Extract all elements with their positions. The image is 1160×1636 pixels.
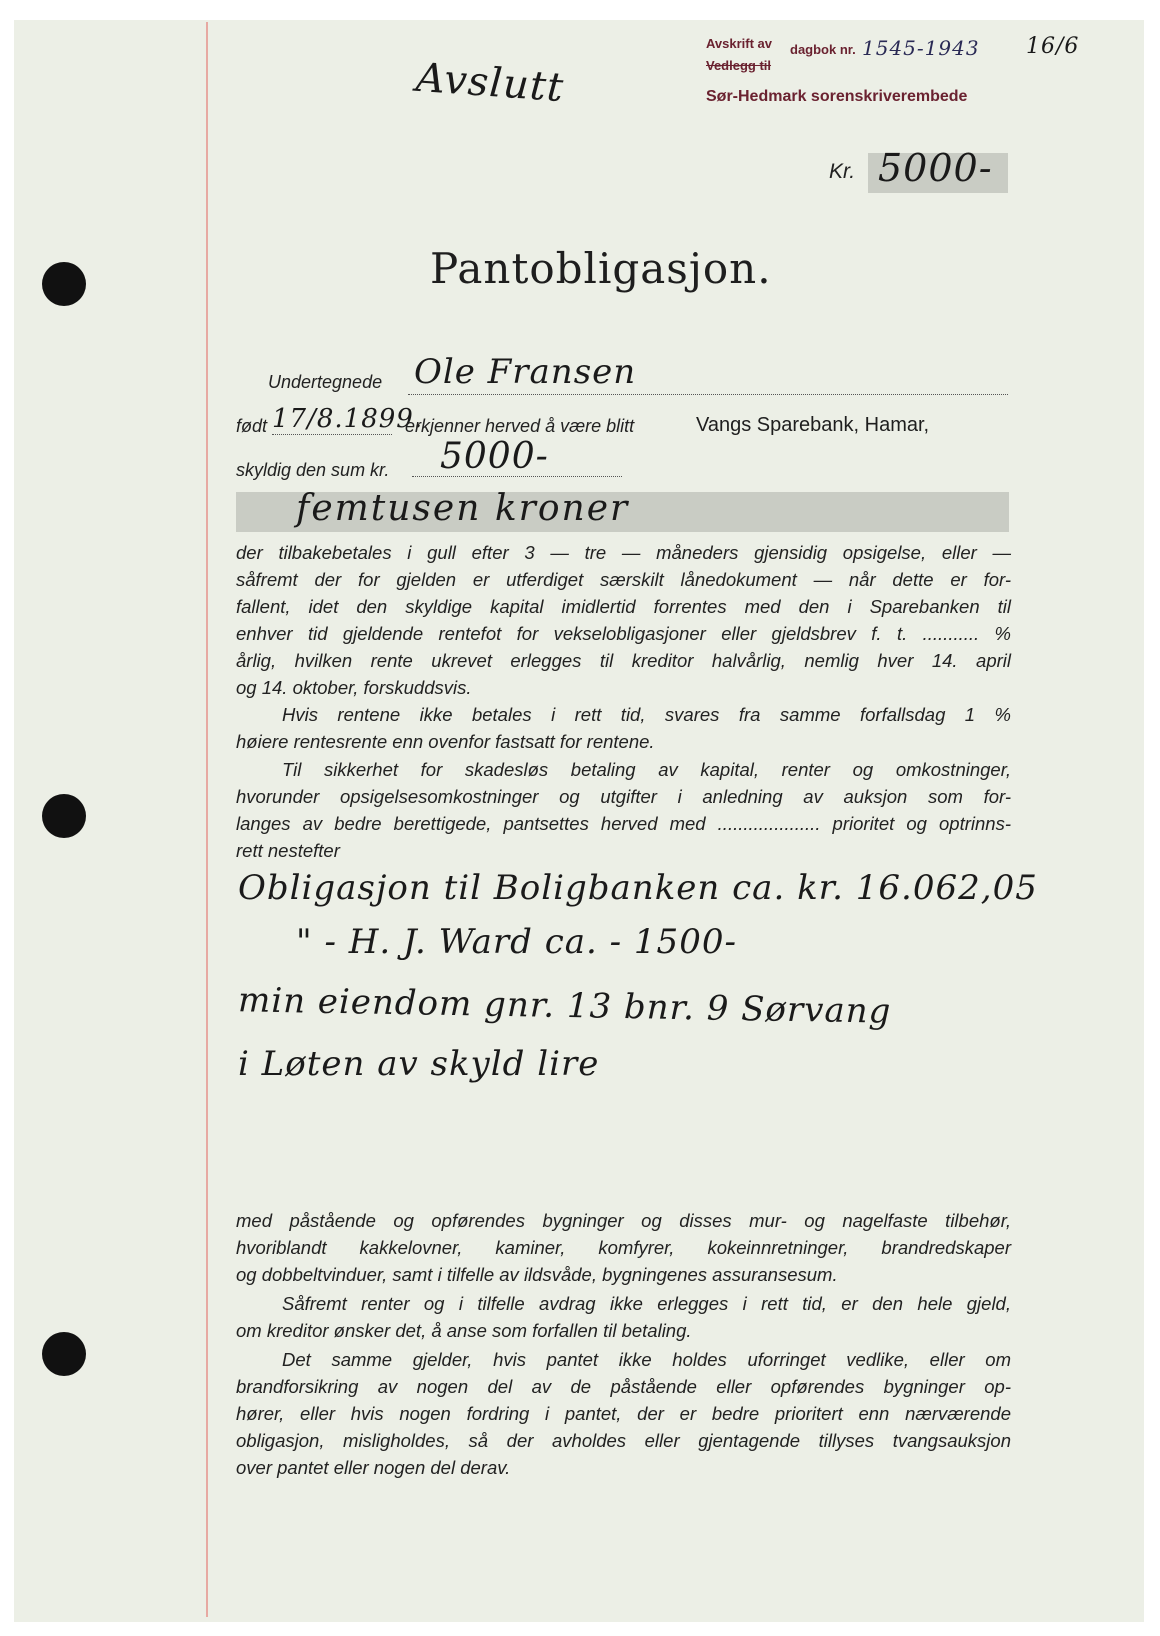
stamp-vedlegg: Vedlegg til — [706, 58, 772, 73]
bank-name: Vangs Sparebank, Hamar, — [696, 414, 930, 436]
scan-border-left — [0, 0, 14, 1636]
paragraph1-line: og 14. oktober, forskuddsvis. — [236, 677, 472, 698]
scan-border-top — [0, 0, 1160, 20]
paragraph1-line: fallent, idet den skyldige kapital imidlertid forrentes med den i Sparebanken til — [236, 596, 1011, 617]
fodt-line — [272, 434, 392, 435]
paragraph3-line: rett nestefter — [236, 840, 340, 861]
amount-words: femtusen kroner — [296, 488, 630, 529]
red-margin-line — [206, 22, 208, 1617]
paragraph6-line: brandforsikring av nogen del av de påstående eller opførendes bygninger op- — [236, 1376, 1011, 1397]
paragraph5-line: Såfremt renter og i tilfelle avdrag ikke erlegges i rett tid, er den hele gjeld, — [282, 1293, 1011, 1314]
paragraph3-line: langes av bedre berettigede, pantsettes herved med .................... prioritet og optrinns- — [236, 813, 1011, 834]
undertegnede-line — [408, 394, 1008, 395]
paragraph6-line: over pantet eller nogen del derav. — [236, 1457, 511, 1478]
fodt-label: født — [236, 416, 268, 436]
undertegnede-label: Undertegnede — [268, 372, 383, 392]
fodt-date: 17/8.1899. — [272, 404, 424, 434]
stamp-number: 1545-1943 — [862, 36, 980, 60]
scan-border-bottom — [0, 1622, 1160, 1636]
paragraph1-line: der tilbakebetales i gull efter 3 — tre — måneders gjensidig opsigelse, eller — — [236, 542, 1011, 563]
punch-hole-middle — [42, 794, 86, 838]
scan-border-right — [1144, 0, 1160, 1636]
stamp-dagbok: dagbok nr. — [790, 42, 856, 57]
skyldig-amount: 5000- — [440, 436, 549, 477]
undertegnede-name: Ole Fransen — [414, 352, 637, 392]
paragraph5-line: om kreditor ønsker det, å anse som forfallen til betaling. — [236, 1320, 692, 1341]
paragraph2-line: Hvis rentene ikke betales i rett tid, svares fra samme forfallsdag 1 % — [282, 704, 1011, 725]
kr-label: Kr. — [829, 160, 856, 183]
acknowledge-text: erkjenner herved å være blitt — [405, 416, 635, 436]
handwritten-line: Obligasjon til Boligbanken ca. kr. 16.062,05 — [238, 868, 1038, 908]
paragraph4-line: med påstående og opførendes bygninger og disses mur- og nagelfaste tilbehør, — [236, 1210, 1011, 1231]
punch-hole-bottom — [42, 1332, 86, 1376]
handwritten-heading: Avslutt — [414, 54, 566, 112]
paragraph4-line: og dobbeltvinduer, samt i tilfelle av ildsvåde, bygningenes assuransesum. — [236, 1264, 838, 1285]
skyldig-label: skyldig den sum kr. — [236, 460, 390, 480]
paragraph6-line: hører, eller hvis nogen fordring i pantet, der er bedre prioritert enn nærværende — [236, 1403, 1011, 1424]
paragraph1-line: såfremt der for gjelden er utferdiget særskilt lånedokument — når dette er for- — [236, 569, 1011, 590]
kr-amount: 5000- — [878, 146, 993, 190]
paragraph1-line: årlig, hvilken rente ukrevet erlegges til kreditor halvårlig, nemlig hver 14. april — [236, 650, 1011, 671]
document-title: Pantobligasjon. — [430, 244, 772, 293]
handwritten-line: min eiendom gnr. 13 bnr. 9 Sørvang — [237, 980, 892, 1032]
paragraph4-line: hvoriblandt kakkelovner, kaminer, komfyrer, kokeinnretninger, brandredskaper — [236, 1237, 1011, 1258]
stamp-avskrift: Avskrift av — [706, 36, 772, 51]
paragraph1-line: enhver tid gjeldende rentefot for vekselobligasjoner eller gjeldsbrev f. t. ........... % — [236, 623, 1011, 644]
paragraph6-line: Det samme gjelder, hvis pantet ikke holdes uforringet vedlike, eller om — [282, 1349, 1011, 1370]
paragraph3-line: hvorunder opsigelsesomkostninger og utgifter i anledning av auksjon som for- — [236, 786, 1011, 807]
stamp-date: 16/6 — [1026, 34, 1080, 59]
paragraph2-line: høiere rentesrente enn ovenfor fastsatt for rentene. — [236, 731, 655, 752]
handwritten-line: i Løten av skyld lire — [238, 1044, 600, 1084]
handwritten-line: " - H. J. Ward ca. - 1500- — [296, 922, 737, 962]
paragraph3-line: Til sikkerhet for skadesløs betaling av kapital, renter og omkostninger, — [282, 759, 1011, 780]
punch-hole-top — [42, 262, 86, 306]
stamp-office: Sør-Hedmark sorenskriverembede — [706, 88, 968, 105]
paragraph6-line: obligasjon, misligholdes, så der avholdes eller gjentagende tillyses tvangsauksjon — [236, 1430, 1011, 1451]
